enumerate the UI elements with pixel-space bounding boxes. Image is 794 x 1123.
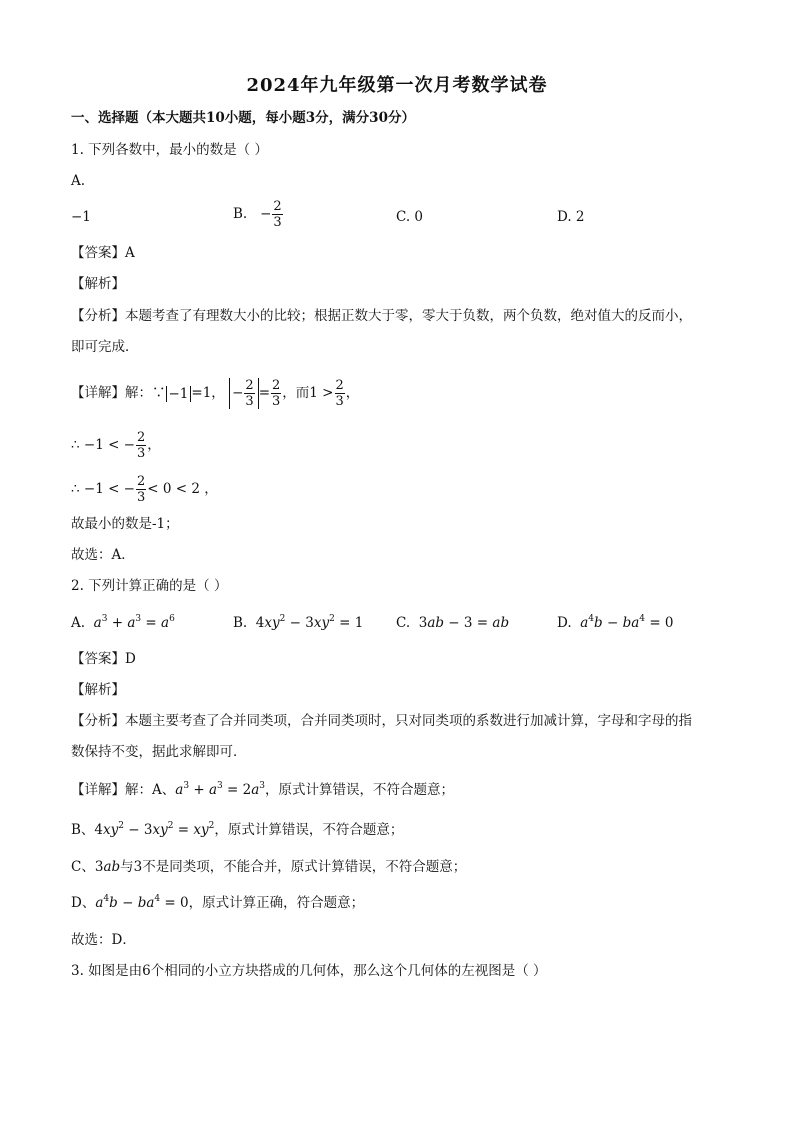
detail-a-suffix: ，原式计算错误，不符合题意； xyxy=(265,782,455,798)
fraction-denominator: 3 xyxy=(137,446,146,461)
therefore-fraction xyxy=(136,430,146,461)
q1-detail-line xyxy=(71,378,359,409)
eq2-fraction xyxy=(271,378,281,409)
q1-conclusion: 故最小的数是-1； xyxy=(71,516,179,532)
q2-detail-b: B、$4xy^2 - 3xy^2 = xy^2$，原式计算错误，不符合题意； xyxy=(71,821,404,838)
q2-option-c: C. 3ab − 3 = ab xyxy=(396,615,510,631)
fraction-numerator: 2 xyxy=(137,430,146,445)
fraction-denominator: 3 xyxy=(273,215,282,230)
fenxi-tag: 【分析】 xyxy=(71,308,125,324)
fenxi-text: 本题主要考查了合并同类项，合并同类项时，只对同类项的系数进行加减计算，字母和字母的指 xyxy=(125,713,692,729)
eq1: =1， xyxy=(191,385,225,401)
compare-fraction xyxy=(335,378,345,409)
answer-value: D xyxy=(125,651,136,667)
therefore-end: ， xyxy=(147,437,161,453)
fraction-numerator: 2 xyxy=(273,199,282,214)
detail-tag: 【详解】 xyxy=(71,385,125,401)
fraction-numerator: 2 xyxy=(272,378,281,393)
q1-choose: 故选：A． xyxy=(71,547,135,563)
detail-a-prefix: 解：A、 xyxy=(125,782,176,798)
q2-answer xyxy=(71,650,136,668)
section-heading: 一、选择题（本大题共10小题，每小题3分，满分30分） xyxy=(71,110,415,126)
detail-tag: 【详解】 xyxy=(71,782,125,798)
fraction-numerator: 2 xyxy=(245,378,254,393)
compare-text: ，而1 > xyxy=(282,385,334,401)
q3-stem: 3. 如图是由6个相同的小立方块搭成的几何体，那么这个几何体的左视图是（ ） xyxy=(71,963,547,979)
answer-tag: 【答案】 xyxy=(71,651,125,667)
fraction-numerator: 2 xyxy=(335,378,344,393)
q1-therefore-2 xyxy=(71,474,218,505)
q1-stem: 1. 下列各数中，最小的数是（ ） xyxy=(71,142,268,158)
q2-option-a: A. $a^3 + a^3 = a^6$ xyxy=(71,614,175,631)
answer-tag: 【答案】 xyxy=(71,245,125,261)
fenxi-text: 本题考查了有理数大小的比较；根据正数大于零，零大于负数，两个负数，绝对值大的反而小， xyxy=(125,308,692,324)
detail-c-suffix: 不是同类项，不能合并，原式计算错误，不符合题意； xyxy=(142,859,467,875)
q2-detail-c: C、3ab与3不是同类项，不能合并，原式计算错误，不符合题意； xyxy=(71,859,467,875)
detail-b-prefix: B、 xyxy=(71,822,95,838)
abs-neg-one: −1 xyxy=(166,386,192,402)
q1-option-c: C. 0 xyxy=(396,209,424,225)
q2-choose: 故选：D． xyxy=(71,932,136,948)
q2-stem: 2. 下列计算正确的是（ ） xyxy=(71,578,228,594)
q2-detail-d: D、$a^4b - ba^4 = 0$，原式计算正确，符合题意； xyxy=(71,894,365,911)
fraction-denominator: 3 xyxy=(245,394,254,409)
fraction-numerator: 2 xyxy=(137,474,146,489)
compare-end: ， xyxy=(345,385,360,401)
therefore-prefix: ∴ −1 < − xyxy=(71,437,135,453)
exam-title: 2024年九年级第一次月考数学试卷 xyxy=(246,75,548,96)
q1-option-a-label: A. xyxy=(71,173,86,189)
q1-fenxi-line1 xyxy=(71,307,692,325)
q1-option-d: D. 2 xyxy=(557,209,585,225)
q2-option-d: D. $a^4b - ba^4 = 0$ xyxy=(557,614,674,631)
q2-detail-a: 【详解】解：A、$a^3 + a^3 = 2a^3$，原式计算错误，不符合题意； xyxy=(71,781,455,798)
q2-option-d-label: D. xyxy=(557,615,572,631)
q1-therefore-1 xyxy=(71,430,161,461)
q1-option-b xyxy=(233,199,284,230)
fraction-denominator: 3 xyxy=(272,394,281,409)
q2-analysis-tag: 【解析】 xyxy=(71,682,125,698)
q2-option-b: B. $4xy^2 - 3xy^2 = 1$ xyxy=(233,614,364,631)
q1-option-b-label: B. xyxy=(233,206,248,222)
therefore-fraction xyxy=(136,474,146,505)
fraction-denominator: 3 xyxy=(335,394,344,409)
q1-analysis-tag: 【解析】 xyxy=(71,276,125,292)
detail-c-prefix: C、 xyxy=(71,859,95,875)
q1-option-a-value: −1 xyxy=(71,209,91,225)
q2-option-b-label: B. xyxy=(233,615,248,631)
eq2: = xyxy=(258,385,271,401)
q1-answer xyxy=(71,244,135,262)
detail-d-prefix: D、 xyxy=(71,895,96,911)
detail-d-suffix: ，原式计算正确，符合题意； xyxy=(188,895,365,911)
q1-fenxi-line2: 即可完成． xyxy=(71,339,139,355)
abs-neg-two-thirds xyxy=(229,378,259,409)
q1-option-b-sign: − xyxy=(260,206,272,222)
q2-option-a-label: A. xyxy=(71,615,86,631)
detail-prefix: 解：∵ xyxy=(125,385,166,401)
fenxi-tag: 【分析】 xyxy=(71,713,125,729)
fraction-denominator: 3 xyxy=(137,490,146,505)
q1-option-b-fraction xyxy=(272,199,282,230)
answer-value: A xyxy=(125,245,135,261)
abs2-fraction xyxy=(244,378,254,409)
q2-fenxi-line1 xyxy=(71,712,692,730)
detail-b-suffix: ，原式计算错误，不符合题意； xyxy=(214,822,404,838)
detail-c-mid: 与 xyxy=(120,859,134,875)
therefore-end: < 0 < 2 ， xyxy=(147,481,218,497)
q2-option-c-label: C. xyxy=(396,615,411,631)
q2-fenxi-line2: 数保持不变，据此求解即可． xyxy=(71,744,247,760)
therefore-prefix: ∴ −1 < − xyxy=(71,481,135,497)
abs2-sign: − xyxy=(232,385,244,401)
